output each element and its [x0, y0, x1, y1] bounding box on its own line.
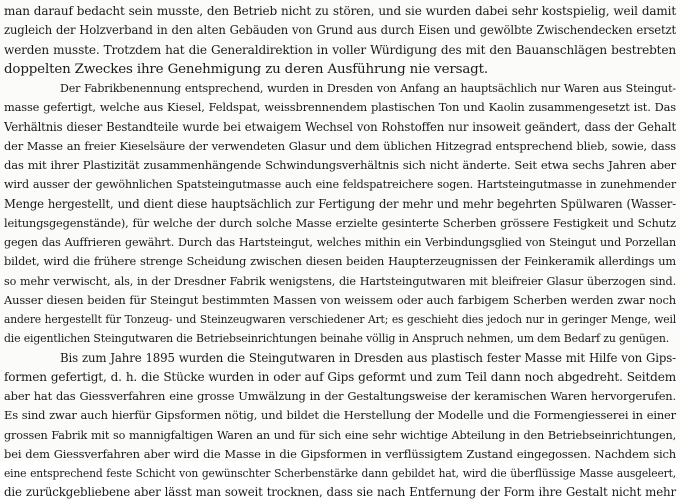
text-line: formen gefertigt, d. h. die Stücke wurden in oder auf Gips geformt und zum Teil dann noch abgedreht. Seitdem [4, 369, 676, 384]
text-line: die eigentlichen Steingutwaren die Betriebseinrichtungen beinahe völlig in Anspruch nehmen, um dem Bedarf zu genügen. [4, 332, 670, 346]
text-line: werden musste. Trotzdem hat die Generaldirektion in voller Würdigung des mit den Bauanschlägen bestrebten [4, 42, 676, 57]
text-line: aber hat das Giessverfahren eine grosse Umwälzung in der Gestaltungsweise der keramischen Waren hervorgerufen. [4, 389, 676, 403]
text-line: masse gefertigt, welche aus Kiesel, Feldspat, weissbrennendem plastischen Ton und Kaolin zusammengesetzt ist. Das [4, 100, 676, 115]
text-line: Bis zum Jahre 1895 wurden die Steingutwaren in Dresden aus plastisch fester Masse mit Hilfe von Gips- [60, 350, 676, 365]
text-line: Verhältnis dieser Bestandteile wurde bei etwaigem Wechsel von Rohstoffen nur insoweit geändert, dass der Gehalt [4, 119, 676, 134]
text-line: doppelten Zweckes ihre Genehmigung zu deren Ausführung nie versagt. [4, 61, 488, 77]
text-line: gegen das Auffrieren gewährt. Durch das Hartsteingut, welches mithin ein Verbindungsglied von Steingut und Porzellan [4, 236, 676, 249]
text-line: so mehr verwischt, als, in der Dresdner Fabrik wenigstens, die Hartsteingutwaren mit bleifreier Glasur überzogen sind. [4, 274, 676, 288]
text-line: leitungsgegenstände), für welche der durch solche Masse erzielte gesinterte Scherben grössere Festigkeit und Schutz [4, 215, 676, 230]
text-line: wird ausser der gewöhnlichen Spatsteingutmasse auch eine feldspatreichere sogen. Hartsteingutmasse in zunehmender [4, 178, 676, 192]
text-line: bildet, wird die frühere strenge Scheidung zwischen diesen beiden Haupterzeugnissen der Feinkeramik allerdings um [4, 254, 676, 269]
text-line: grossen Fabrik mit so mannigfaltigen Waren an und für sich eine sehr wichtige Abteilung in den Betriebseinrichtungen, [4, 428, 676, 442]
text-line: Der Fabrikbenennung entsprechend, wurden in Dresden von Anfang an hauptsächlich nur Waren aus Steingut- [60, 82, 676, 95]
text-line: Menge hergestellt, und dient diese hauptsächlich zur Fertigung der mehr und mehr begehrten Spülwaren (Wasser- [4, 196, 676, 211]
text-line: zugleich der Holzverband in den alten Gebäuden von Grund aus durch Eisen und gewölbte Zwischendecken ersetzt [4, 23, 676, 38]
text-line: bei dem Giessverfahren aber wird die Masse in die Gipsformen in verflüssigtem Zustand eingegossen. Nachdem sich [4, 446, 676, 461]
text-line: das mit ihrer Plastizität zusammenhängende Schwindungsverhältnis sich nicht änderte. Seit etwa sechs Jahren aber [4, 158, 676, 172]
body-text [4, 2, 676, 503]
text-line: Ausser diesen beiden für Steingut bestimmten Massen von weissem oder auch farbigem Scherben werden zwar noch [4, 292, 676, 307]
text-line: man darauf bedacht sein musste, den Betrieb nicht zu stören, und sie wurden dabei sehr kostspielig, weil damit [4, 4, 676, 18]
text-line: die zurückgebliebene aber lässt man soweit trocknen, dass sie nach Entfernung der Form ihre Gestalt nicht mehr [4, 485, 676, 500]
text-line: eine entsprechend feste Schicht von gewünschter Scherbenstärke dann gebildet hat, wird die überflüssige Masse ausgeleert, [4, 467, 676, 480]
text-line: andere hergestellt für Tonzeug- und Steinzeugwaren verschiedener Art; es geschieht dies jedoch nur in geringer Menge, weil [4, 313, 676, 326]
text-line: Es sind zwar auch hierfür Gipsformen nötig, und bildet die Herstellung der Modelle und die Formengiesserei in einer [4, 408, 676, 423]
text-line: der Masse an freier Kieselsäure der verwendeten Glasur und dem üblichen Hitzegrad entsprechend blieb, sowie, dass [4, 138, 676, 153]
